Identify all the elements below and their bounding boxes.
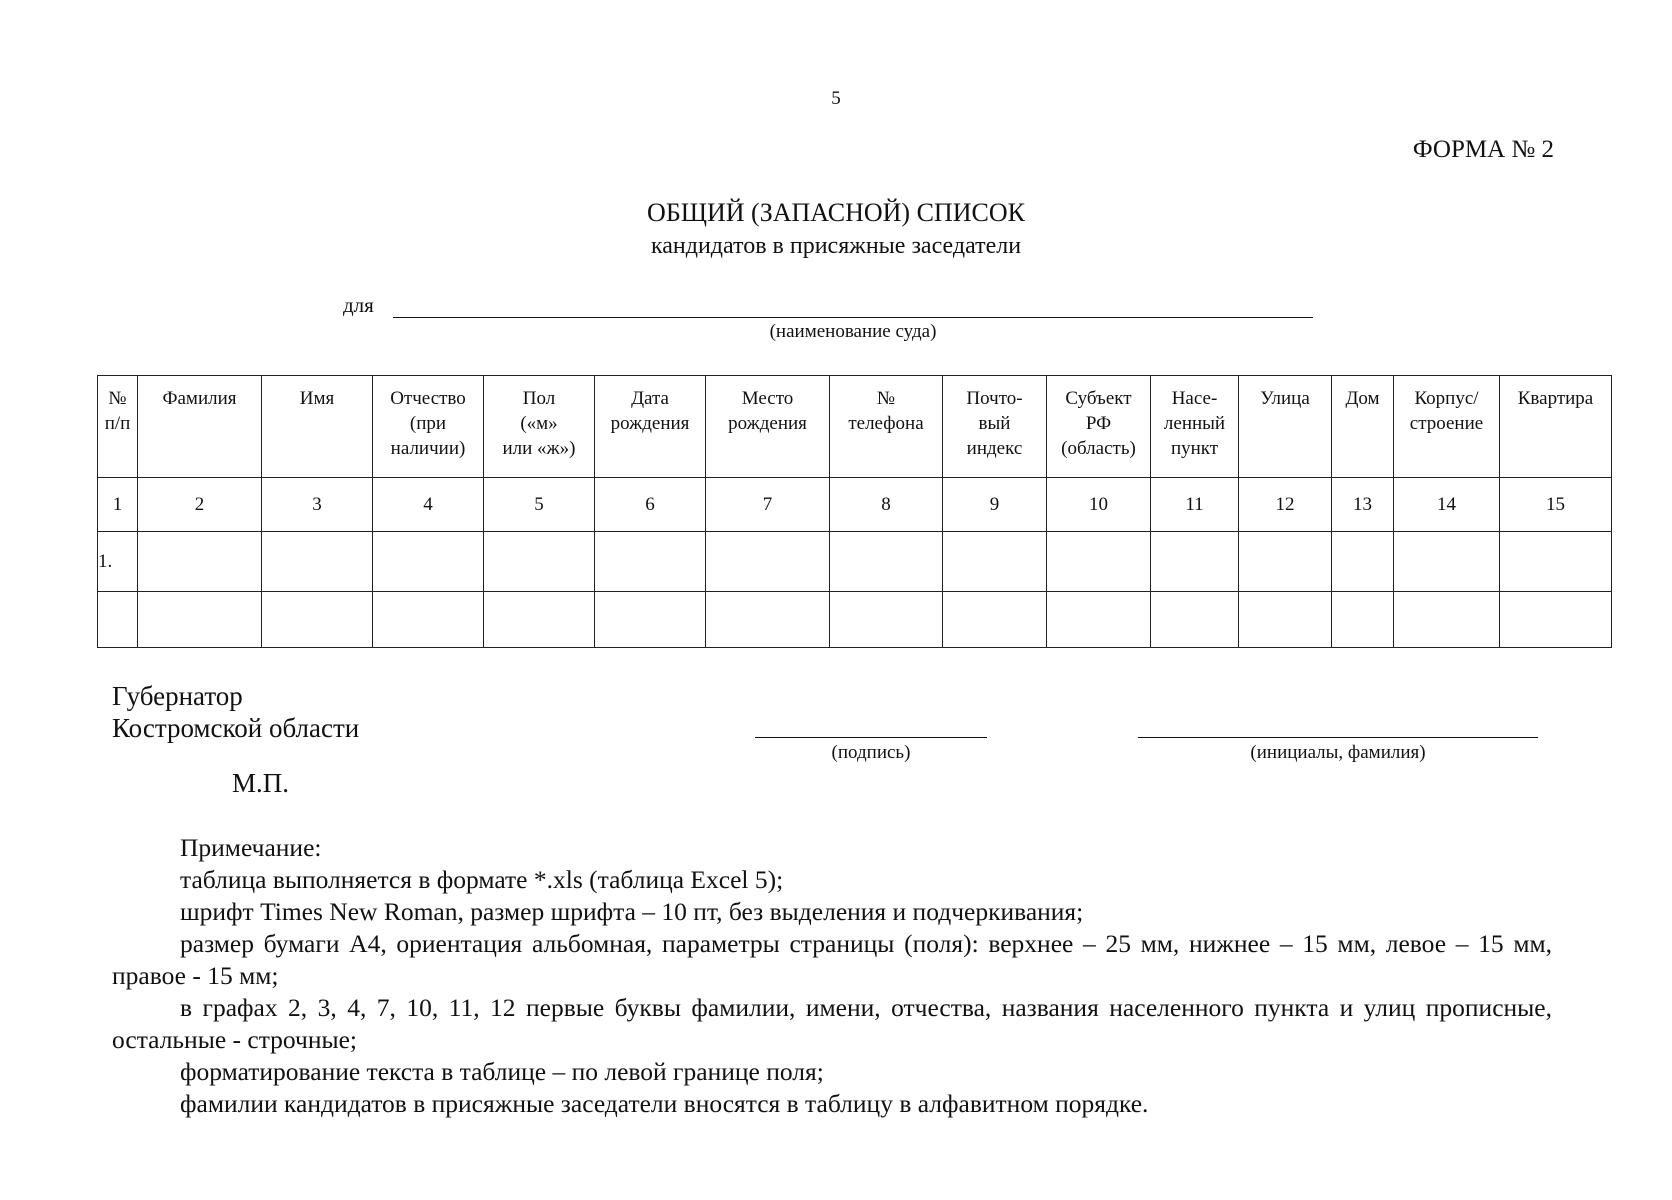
column-number-cell: 14 <box>1394 478 1500 532</box>
column-number-cell: 2 <box>138 478 262 532</box>
column-number-cell: 9 <box>943 478 1047 532</box>
column-number-cell: 1 <box>98 478 138 532</box>
table-cell <box>1047 592 1151 648</box>
table-cell <box>1332 532 1394 592</box>
header-cell: № п/п <box>98 376 138 478</box>
header-cell: Почто- вый индекс <box>943 376 1047 478</box>
table-cell <box>373 592 484 648</box>
note-item: размер бумаги А4, ориентация альбомная, параметры страницы (поля): верхнее – 25 мм, нижнее – 15 мм, левое – 15 мм, правое - 15 мм; <box>112 929 1552 990</box>
table-cell <box>1394 532 1500 592</box>
header-cell: Фамилия <box>138 376 262 478</box>
table-cell <box>262 592 373 648</box>
table-cell <box>262 532 373 592</box>
row-number-cell: 1. <box>98 532 138 592</box>
column-number-cell: 11 <box>1151 478 1239 532</box>
note-item: форматирование текста в таблице – по левой границе поля; <box>180 1057 824 1086</box>
column-number-cell: 10 <box>1047 478 1151 532</box>
table-cell <box>1394 592 1500 648</box>
column-number-cell: 8 <box>830 478 943 532</box>
column-number-cell: 13 <box>1332 478 1394 532</box>
column-number-cell: 4 <box>373 478 484 532</box>
table-cell <box>595 532 706 592</box>
table-cell <box>484 592 595 648</box>
signature-blank-line <box>755 737 987 738</box>
header-cell: Дом <box>1332 376 1394 478</box>
table-cell <box>1047 532 1151 592</box>
table-cell <box>943 592 1047 648</box>
court-name-blank-line <box>393 317 1313 318</box>
table-cell <box>706 592 830 648</box>
column-number-cell: 15 <box>1500 478 1612 532</box>
candidates-table <box>97 375 1612 648</box>
form-number: ФОРМА № 2 <box>1412 136 1554 163</box>
table-cell <box>830 532 943 592</box>
stamp-place: М.П. <box>232 768 290 798</box>
header-cell: Квартира <box>1500 376 1612 478</box>
for-label: для <box>343 293 374 317</box>
document-title: ОБЩИЙ (ЗАПАСНОЙ) СПИСОК <box>647 198 1025 227</box>
header-cell: № телефона <box>830 376 943 478</box>
table-cell <box>943 532 1047 592</box>
page-number: 5 <box>831 88 841 109</box>
name-blank-line <box>1138 737 1538 738</box>
table-cell <box>138 532 262 592</box>
table-cell <box>1500 532 1612 592</box>
header-cell: Насе- ленный пункт <box>1151 376 1239 478</box>
table-row <box>98 532 1612 592</box>
header-cell: Улица <box>1239 376 1332 478</box>
column-number-row <box>98 478 1612 532</box>
header-cell: Корпус/ строение <box>1394 376 1500 478</box>
header-cell: Субъект РФ (область) <box>1047 376 1151 478</box>
table-cell <box>98 592 138 648</box>
court-name-caption: (наименование суда) <box>769 321 937 342</box>
name-caption: (инициалы, фамилия) <box>1250 742 1426 763</box>
header-cell: Отчество (при наличии) <box>373 376 484 478</box>
table-cell <box>830 592 943 648</box>
table-cell <box>484 532 595 592</box>
note-item: в графах 2, 3, 4, 7, 10, 11, 12 первые буквы фамилии, имени, отчества, названия населенного пункта и улиц прописные, остальные - строчные; <box>112 993 1552 1054</box>
table-cell <box>595 592 706 648</box>
notes-section <box>112 832 1552 1120</box>
table-cell <box>1151 592 1239 648</box>
table-row <box>98 592 1612 648</box>
header-cell: Место рождения <box>706 376 830 478</box>
column-number-cell: 7 <box>706 478 830 532</box>
table-cell <box>373 532 484 592</box>
note-item: таблица выполняется в формате *.xls (таблица Excel 5); <box>180 865 784 894</box>
column-number-cell: 12 <box>1239 478 1332 532</box>
table-cell <box>1239 592 1332 648</box>
header-cell: Пол («м» или «ж») <box>484 376 595 478</box>
column-number-cell: 3 <box>262 478 373 532</box>
signature-caption: (подпись) <box>831 742 911 763</box>
column-number-cell: 6 <box>595 478 706 532</box>
signatory-position-line1: Губернатор <box>112 681 243 711</box>
document-subtitle: кандидатов в присяжные заседатели <box>650 233 1022 259</box>
table-cell <box>1332 592 1394 648</box>
note-item: шрифт Times New Roman, размер шрифта – 10 пт, без выделения и подчеркивания; <box>180 897 1084 926</box>
signatory-position-line2: Костромской области <box>112 713 360 743</box>
column-number-cell: 5 <box>484 478 595 532</box>
header-cell: Дата рождения <box>595 376 706 478</box>
table-cell <box>1239 532 1332 592</box>
signatory-position <box>112 680 359 744</box>
header-row <box>98 376 1612 478</box>
table-cell <box>1500 592 1612 648</box>
table-cell <box>706 532 830 592</box>
note-item: фамилии кандидатов в присяжные заседатели вносятся в таблицу в алфавитном порядке. <box>180 1089 1149 1118</box>
notes-title: Примечание: <box>180 833 322 862</box>
table-cell <box>138 592 262 648</box>
header-cell: Имя <box>262 376 373 478</box>
table-cell <box>1151 532 1239 592</box>
